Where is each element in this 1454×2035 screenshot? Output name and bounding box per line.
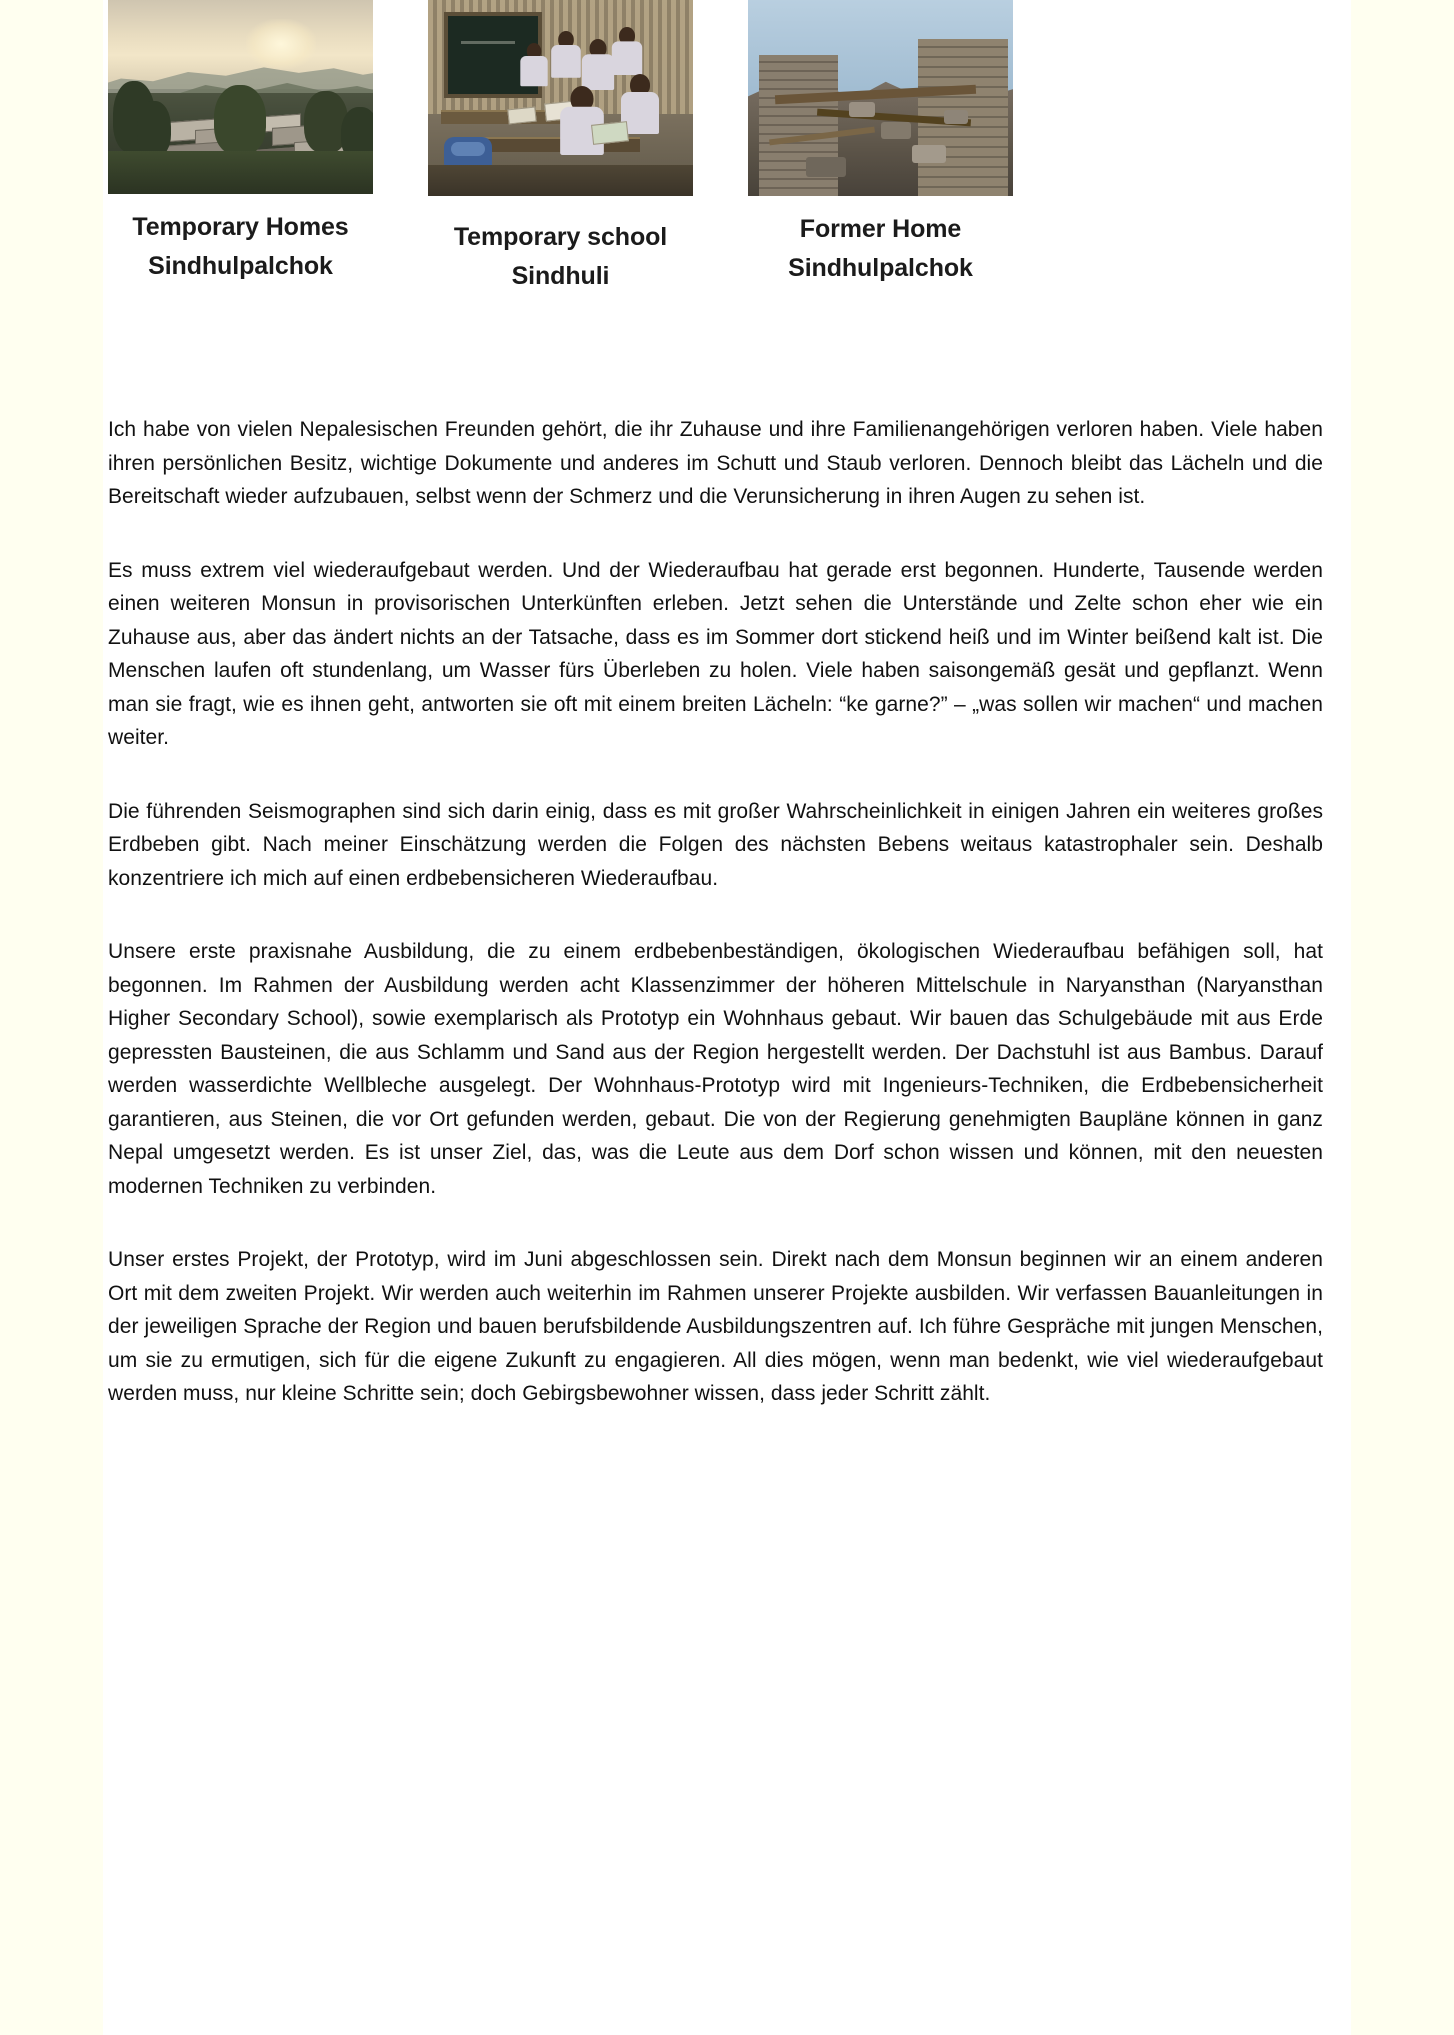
paragraph-1: Ich habe von vielen Nepalesischen Freunden gehört, die ihr Zuhause und ihre Familienangehörigen verloren haben. Viele haben ihren persönlichen Besitz, wichtige Dokumente und anderes im Schutt und Staub verloren. Dennoch bleibt das Lächeln und die Bereitschaft wieder aufzubauen, selbst wenn der Schmerz und die Verunsicherung in ihren Augen zu sehen ist.	[108, 418, 1323, 508]
gallery-item-temporary-school	[428, 0, 693, 296]
photo3-stone	[849, 102, 875, 117]
photo3-stone	[881, 122, 911, 139]
paragraph-3: Die führenden Seismographen sind sich darin einig, dass es mit großer Wahrscheinlichkeit in einigen Jahren ein weiteres großes Erdbeben gibt. Nach meiner Einschätzung werden die Folgen des nächsten Bebens weitaus katastrophaler sein. Deshalb konzentriere ich mich auf einen erdbebensicheren Wiederaufbau.	[108, 799, 1323, 890]
caption-line-2: Sindhulpalchok	[148, 251, 333, 280]
article-body	[108, 413, 1323, 1411]
caption-line-1: Temporary Homes	[132, 213, 349, 241]
photo3-stone	[806, 157, 846, 177]
photo1-foreground-vegetation	[108, 151, 373, 194]
paragraph-2: Es muss extrem viel wiederaufgebaut werden. Und der Wiederaufbau hat gerade erst begonnen. Hunderte, Tausende werden einen weiteren Monsun in provisorischen Unterkünften erleben. Jetzt sehen die Unterstände und Zelte schon eher wie ein Zuhause aus, aber das ändert nichts an der Tatsache, dass es im Sommer dort stickend heiß und im Winter beißend kalt ist. Die Menschen laufen oft stundenlang, um Wasser fürs Überleben zu holen. Viele haben saisongemäß gesät und gepflanzt. Wenn man sie fragt, wie es ihnen geht, antworten sie oft mit einem breiten Lächeln: “ke garne?” – „was sollen wir machen“ und machen weiter.	[108, 558, 1323, 749]
photo1-tree	[214, 85, 266, 155]
caption-line-1: Former Home	[799, 215, 962, 243]
caption-temporary-school	[428, 218, 693, 296]
photo-gallery	[103, 0, 1351, 290]
caption-line-2: Sindhulpalchok	[788, 253, 973, 282]
photo1-sun-glow	[246, 19, 316, 69]
caption-temporary-homes	[108, 208, 373, 286]
caption-line-2: Sindhuli	[511, 261, 610, 290]
photo2-schoolbag-flap	[451, 142, 486, 156]
gallery-item-former-home	[748, 0, 1013, 288]
photo3-stone	[912, 145, 946, 163]
paragraph-5: Unser erstes Projekt, der Prototyp, wird im Juni abgeschlossen sein. Direkt nach dem Monsun beginnen wir an einem anderen Ort mit dem zweiten Projekt. Wir werden auch weiterhin im Rahmen unserer Projekte ausbilden. Wir verfassen Bauanleitungen in der jeweiligen Sprache der Region und bauen berufsbildende Ausbildungszentren auf. Ich führe Gespräche mit jungen Menschen, um sie zu ermutigen, sich für die eigene Zukunft zu engagieren. All dies mögen, wenn man bedenkt, wie viel wiederaufgebaut werden muss, nur kleine Schritte sein; doch Gebirgsbewohner wissen, dass jeder Schritt zählt.	[108, 1248, 1323, 1405]
document-page	[103, 0, 1351, 2035]
gallery-item-temporary-homes	[108, 0, 373, 286]
photo-temporary-homes	[108, 0, 373, 194]
caption-former-home	[748, 210, 1013, 288]
photo3-stone	[944, 110, 968, 124]
photo2-notebook	[507, 106, 536, 124]
photo2-floor	[428, 165, 693, 196]
photo-former-home	[748, 0, 1013, 196]
photo1-tree	[137, 101, 171, 157]
paragraph-4: Unsere erste praxisnahe Ausbildung, die zu einem erdbebenbeständigen, ökologischen Wiederaufbau befähigen soll, hat begonnen. Im Rahmen der Ausbildung werden acht Klassenzimmer der höheren Mittelschule in Naryansthan (Naryansthan Higher Secondary School), sowie exemplarisch als Prototyp ein Wohnhaus gebaut. Wir bauen das Schulgebäude mit aus Erde gepressten Bausteinen, die aus Schlamm und Sand aus der Region hergestellt werden. Der Dachstuhl ist aus Bambus. Darauf werden wasserdichte Wellbleche ausgelegt. Der Wohnhaus-Prototyp wird mit Ingenieurs-Techniken, die Erdbebensicherheit garantieren, aus Steinen, die vor Ort gefunden werden, gebaut. Die von der Regierung genehmigten Baupläne können in ganz Nepal umgesetzt werden. Es ist unser Ziel, das, was die Leute aus dem Dorf schon wissen und können, mit den neuesten modernen Techniken zu verbinden.	[108, 940, 1323, 1198]
photo2-chalk-line	[461, 41, 515, 44]
photo-temporary-school	[428, 0, 693, 196]
caption-line-1: Temporary school	[453, 223, 668, 251]
